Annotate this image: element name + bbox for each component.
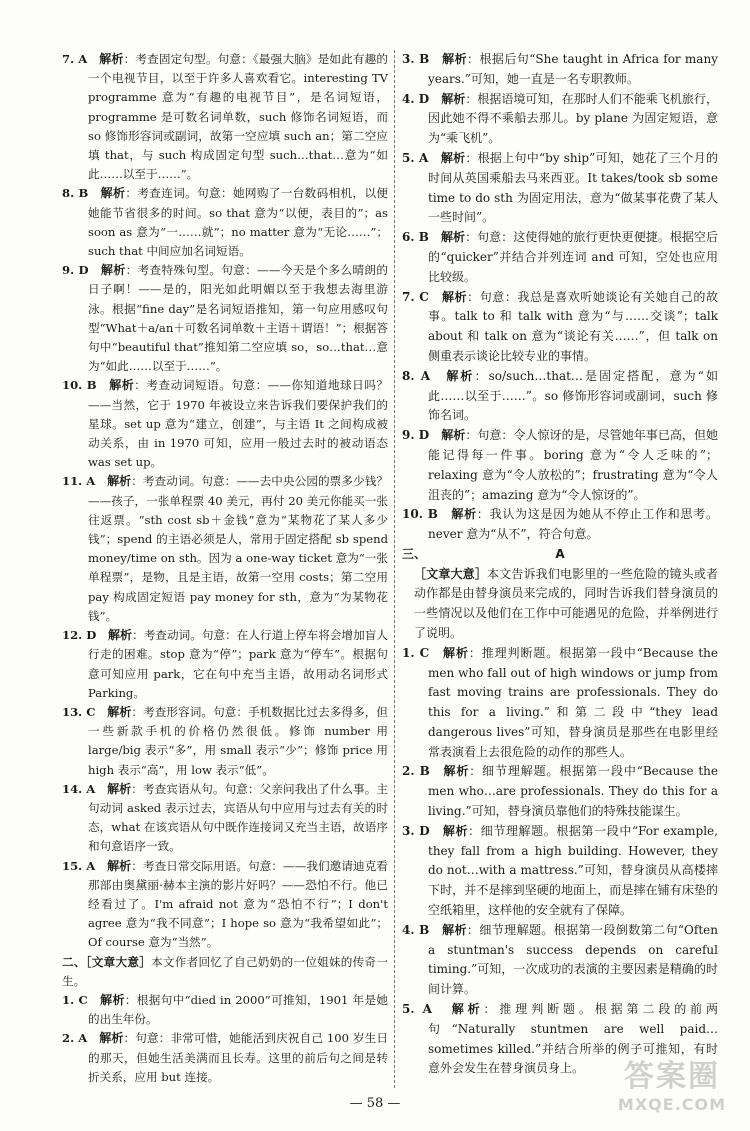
answer-explanation: ：考查宾语从句。句意：父亲问我出了什么事。主句动词 asked 表示过去，宾语从句中应用与过去有关的时态，what 在该宾语从句中既作连接词又充当主语，故语序和句意语序一致。	[88, 781, 388, 854]
answer-explanation: ：so/such…that…是固定搭配，意为“如此……以至于……”。so 修饰形容词或副词，such 修饰名词。	[428, 368, 718, 423]
watermark-bottom-text: MXQE.COM	[617, 1095, 727, 1114]
answer-explanation: ：考查形容词。句意：手机数据比过去多得多，但一些新款手机的价格仍然很低。修饰 number 用 large/big 表示“多”，用 small 表示“少”；修饰 price 用 high 表示“高”，用 low 表示“低”。	[88, 704, 388, 777]
answer-explanation: ：我认为这是因为她从不停止工作和思考。never 意为“从不”，符合句意。	[428, 507, 718, 542]
answer-number: 15. A	[62, 858, 96, 873]
answer-item	[402, 921, 718, 1000]
answer-explanation: ：句意：我总是喜欢听她谈论有关她自己的故事。talk to 和 talk with 意为“与……交谈”；talk about 和 talk on 意为“谈论有关……”，但 talk on 侧重表示谈论比较专业的事情。	[428, 289, 718, 363]
answer-item	[62, 261, 388, 376]
analysis-keyword: 解析	[107, 781, 132, 796]
answer-explanation: ：根据上句中“by ship”可知，她花了三个月的时间从英国乘船去马来西亚。It takes/took sb some time to do sth 为固定用法，意为“做某事花费了某人一些时间”。	[428, 150, 718, 225]
analysis-keyword: 解析	[109, 378, 135, 393]
left-answer-list	[62, 50, 388, 953]
answer-number: 4. D	[402, 91, 430, 106]
answer-item	[62, 376, 388, 472]
answer-number: 10. B	[402, 507, 438, 522]
right-answer-list	[402, 50, 718, 545]
answer-item	[402, 426, 718, 505]
analysis-keyword: 解析	[451, 507, 477, 522]
section-3-label: 三、	[402, 546, 427, 561]
answer-number: 9. D	[62, 263, 89, 278]
section-3-part-letter: A	[555, 546, 565, 561]
answer-explanation: ：推理判断题。根据第一段中“Because the men who fall out of high windows or jump from fast moving trains are professionals. They do this for a living.”和第二段中“they lead dangerous lives”可知，替身演员是那些在电影里经常表演看上去很危险的动作的那些人。	[428, 645, 718, 759]
site-watermark-logo	[602, 1059, 742, 1125]
section-2-summary-tag: ［文章大意］	[85, 954, 152, 969]
analysis-keyword: 解析	[443, 764, 470, 779]
answer-item	[62, 626, 388, 703]
answer-number: 11. A	[62, 474, 96, 489]
answer-number: 7. C	[402, 289, 429, 304]
watermark-top-text: 答案圈	[624, 1059, 720, 1094]
answer-item	[402, 822, 718, 921]
analysis-keyword: 解析	[108, 628, 133, 643]
answer-explanation: ：细节理解题。根据第一段中“For example, they fall from a high building. However, they do not…with a mattress.”可知，替身演员从高楼摔下时，并不是摔到坚硬的地面上，而是摔在铺有床垫的空纸箱里，这样他的安全就有了保障。	[428, 823, 718, 918]
answer-explanation: ：根据后句“She taught in Africa for many years.”可知，她一直是一名专职教师。	[428, 52, 718, 86]
analysis-keyword: 解析	[99, 1031, 124, 1046]
answer-item	[402, 90, 718, 149]
answer-number: 9. D	[402, 428, 430, 443]
analysis-keyword: 解析	[107, 858, 132, 873]
answer-item	[402, 228, 718, 287]
answer-item	[62, 857, 388, 953]
answer-explanation: ：推理判断题。根据第二段的前两句“Naturally stuntmen are well paid… sometimes killed.”并结合所举的例子可推知，有时意外会发生在替身演员身上。	[428, 1002, 718, 1076]
column-divider	[394, 50, 395, 1088]
answer-number: 10. B	[62, 378, 97, 393]
answer-explanation: ：考查动词。句意：在人行道上停车将会增加盲人行走的困难。stop 意为“停”；park 意为“停车”。根据句意可知应用 park，它在句中充当主语，故用动名词形式 Parking。	[88, 628, 388, 700]
answer-item	[402, 762, 718, 821]
analysis-keyword: 解析	[446, 368, 475, 383]
analysis-keyword: 解析	[442, 52, 468, 66]
answer-explanation: ：句意：非常可惜，她能活到庆祝自己 100 岁生日的那天，但她生活美满而且长寿。这里的前后句之间是转折关系，应用 but 连接。	[88, 1031, 388, 1084]
answer-explanation: ：细节理解题。根据第一段中“Because the men who…are professionals. They do this for a living.”可知，替身演员靠他们的特殊技能谋生。	[428, 764, 718, 819]
analysis-keyword: 解析	[442, 922, 467, 937]
section-2-label: 二、	[62, 954, 86, 969]
answer-item	[402, 149, 718, 228]
answer-number: 2. B	[402, 764, 430, 779]
analysis-keyword: 解析	[441, 289, 468, 304]
answer-item	[402, 367, 718, 426]
analysis-keyword: 解析	[440, 150, 466, 165]
answer-item	[62, 780, 388, 857]
section-2-heading	[62, 953, 388, 991]
answer-item	[62, 50, 388, 184]
answer-item	[62, 1029, 388, 1087]
answer-item	[402, 505, 718, 545]
answer-number: 1. C	[62, 992, 88, 1007]
analysis-keyword: 解析	[441, 230, 466, 245]
answer-number: 13. C	[62, 704, 96, 719]
answer-number: 12. D	[62, 628, 97, 643]
section-3-answer-list	[402, 644, 718, 1080]
answer-number: 2. A	[62, 1031, 88, 1046]
answer-number: 5. A	[402, 1002, 432, 1017]
answer-explanation: ：考查特殊句型。句意：——今天是个多么晴朗的日子啊！——是的，阳光如此明媚以至于我想去海里游泳。根据“fine day”是名词短语推知，第一句应用感叹句型“What＋a/an＋可数名词单数＋主语＋谓语！”；根据答句中“beautiful that”推知第二空应填 so，so…that…意为“如此……以至于……”。	[88, 263, 388, 374]
answer-explanation: ：句意：令人惊讶的是，尽管她年事已高，但她能记得每一件事。boring 意为“令人乏味的”；relaxing 意为“令人放松的”；frustrating 意为“令人沮丧的”；amazing 意为“令人惊讶的”。	[428, 428, 718, 502]
analysis-keyword: 解析	[441, 91, 466, 106]
answer-number: 4. B	[402, 922, 430, 937]
section-3-heading	[402, 565, 718, 644]
answer-number: 3. B	[402, 52, 430, 66]
answer-explanation: ：考查固定句型。句意：《最强大脑》是如此有趣的一个电视节目，以至于许多人喜欢看它。interesting TV programme 意为“有趣的电视节目”，是名词短语，programme 是可数名词单数，such 修饰名词短语，而 so 修饰形容词或副词，故第一空应填 such an；第二空应填 that，与 such 构成固定句型 such…that…意为“如此……以至于……”。	[88, 52, 388, 182]
answer-item	[402, 50, 718, 90]
answer-explanation: ：考查日常交际用语。句意：——我们邀请迪克看那部由奥黛丽·赫本主演的影片好吗？——恐怕不行。他已经看过了。I'm afraid not 意为“恐怕不行”；I don't agree 意为“我不同意”；I hope so 意为“我希望如此”；Of course 意为“当然”。	[88, 858, 388, 950]
section-3-summary: 本文告诉我们电影里的一些危险的镜头或者动作都是由替身演员来完成的，同时告诉我们替身演员的一些情况以及他们在工作中可能遇见的危险，并举例进行了说明。	[414, 566, 718, 640]
answer-number: 5. A	[402, 150, 429, 165]
analysis-keyword: 解析	[451, 1002, 484, 1017]
answer-number: 3. D	[402, 823, 430, 838]
answer-number: 7. A	[62, 52, 88, 66]
answer-explanation: ：考查连词。句意：她网购了一台数码相机，以便她能节省很多的时间。so that 意为“以便，表目的”；as soon as 意为“一……就”；no matter 意为“无论……”；such that 中间应加名词短语。	[88, 186, 388, 259]
analysis-keyword: 解析	[107, 704, 132, 719]
analysis-keyword: 解析	[441, 428, 466, 443]
left-column	[62, 50, 388, 1087]
answer-item	[62, 703, 388, 780]
answer-number: 14. A	[62, 781, 96, 796]
answer-explanation: ：根据语境可知，在那时人们不能乘飞机旅行，因此她不得不乘船去那儿。by plane 为固定短语，意为“乘飞机”。	[428, 91, 718, 146]
answer-item	[62, 991, 388, 1029]
answer-number: 8. A	[402, 368, 431, 383]
section-2-summary: 本文作者回忆了自己奶奶的一位姐妹的传奇一生。	[62, 954, 388, 988]
analysis-keyword: 解析	[100, 263, 126, 278]
analysis-keyword: 解析	[107, 474, 132, 489]
right-column	[402, 50, 718, 1079]
analysis-keyword: 解析	[99, 52, 124, 66]
answer-item	[62, 184, 388, 261]
answer-explanation: ：考查动词。句意：——去中央公园的票多少钱？——孩子，一张单程票 40 美元，再付 20 美元你能买一张往返票。“sth cost sb＋金钱”意为“某物花了某人多少钱”；spend 的主语必须是人，常用于固定搭配 sb spend money/time on sth。因为 a one-way ticket 意为“一张单程票”，是物，且是主语，故第一空用 costs；第二空用 pay 构成固定短语 pay money for sth，意为“为某物花钱”。	[88, 474, 388, 623]
answer-item	[62, 472, 388, 626]
answer-explanation: ：句意：这使得她的旅行更快更便捷。根据空后的“quicker”并结合并列连词 and 可知，空处也应用比较级。	[428, 230, 718, 284]
analysis-keyword: 解析	[442, 823, 469, 838]
page-number: — 58 —	[349, 1096, 401, 1111]
answer-explanation: ：细节理解题。根据第一段倒数第二句“Often a stuntman's success depends on careful timing.”可知，一次成功的表演的主要因素是精确的时间计算。	[428, 922, 718, 997]
answer-item	[402, 288, 718, 367]
section-3-summary-tag: ［文章大意］	[414, 566, 487, 581]
section-2-answer-list	[62, 991, 388, 1087]
answer-item	[402, 644, 718, 763]
answer-explanation: ：根据句中“died in 2000”可推知，1901 年是她的出生年份。	[88, 992, 388, 1027]
analysis-keyword: 解析	[100, 186, 126, 201]
answer-number: 1. C	[402, 645, 430, 660]
answer-number: 6. B	[402, 230, 429, 245]
analysis-keyword: 解析	[100, 992, 125, 1007]
answer-explanation: ：考查动词短语。句意：——你知道地球日吗？——当然，它于 1970 年被设立来告诉我们要保护我们的星球。set up 意为“建立，创建”，与主语 It 之间构成被动关系，由 in 1970 可知，应用一般过去时的被动语态 was set up。	[88, 378, 388, 470]
answer-number: 8. B	[62, 186, 89, 201]
analysis-keyword: 解析	[443, 645, 469, 660]
